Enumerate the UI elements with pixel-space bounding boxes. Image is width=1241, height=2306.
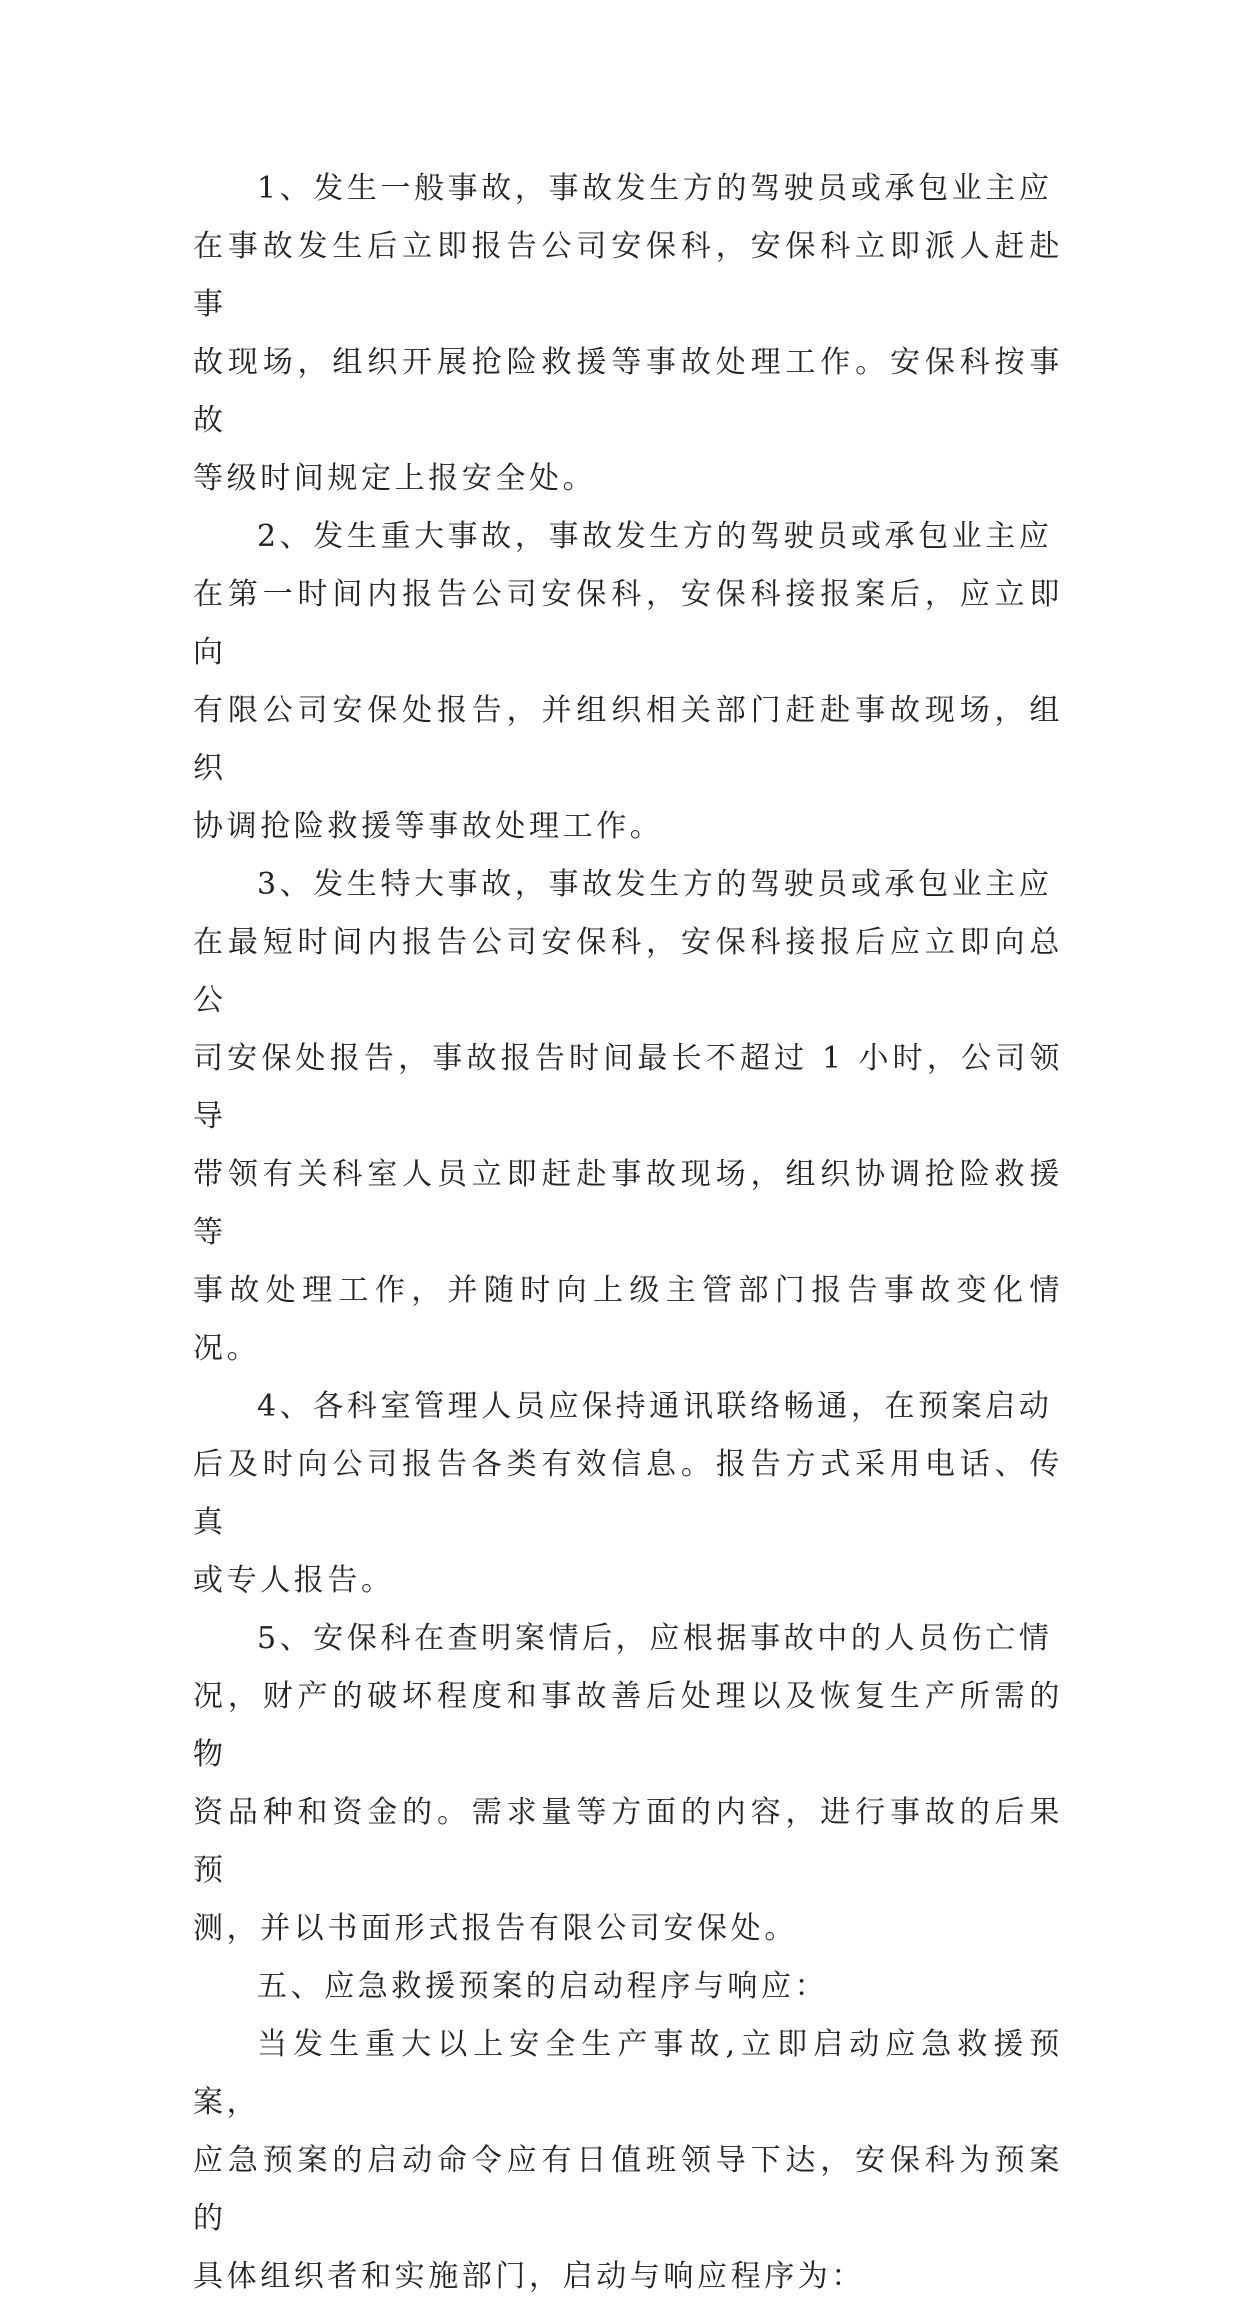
paragraph-2: 2、发生重大事故，事故发生方的驾驶员或承包业主应 在第一时间内报告公司安保科，安保科接报案后，应立即向 有限公司安保处报告，并组织相关部门赶赴事故现场，组织 协调抢险救援等事故处理工作。 — [193, 519, 1063, 844]
paragraph-1: 1、发生一般事故，事故发生方的驾驶员或承包业主应 在事故发生后立即报告公司安保科，安保科立即派人赶赴事 故现场，组织开展抢险救援等事故处理工作。安保科按事故 等级时间规定上报安全处。 — [193, 171, 1063, 496]
section-heading: 五、应急救援预案的启动程序与响应： — [257, 1969, 829, 2004]
document-body — [193, 160, 1063, 2306]
paragraph-3: 3、发生特大事故，事故发生方的驾驶员或承包业主应 在最短时间内报告公司安保科，安保科接报后应立即向总公 司安保处报告，事故报告时间最长不超过 1 小时，公司领导 带领有关科室人员立即赶赴事故现场，组织协调抢险救援等 事故处理工作，并随时向上级主管部门报告事故变化情况。 — [193, 867, 1063, 1366]
paragraph-4: 4、各科室管理人员应保持通讯联络畅通，在预案启动 后及时向公司报告各类有效信息。报告方式采用电话、传真 或专人报告。 — [193, 1389, 1063, 1598]
paragraph-5: 5、安保科在查明案情后，应根据事故中的人员伤亡情 况，财产的破坏程度和事故善后处理以及恢复生产所需的物 资品种和资金的。需求量等方面的内容，进行事故的后果预 测，并以书面形式报告有限公司安保处。 — [193, 1621, 1063, 1946]
paragraph-6: 当发生重大以上安全生产事故,立即启动应急救援预案， 应急预案的启动命令应有日值班领导下达，安保科为预案的 具体组织者和实施部门，启动与响应程序为： — [193, 2027, 1063, 2294]
